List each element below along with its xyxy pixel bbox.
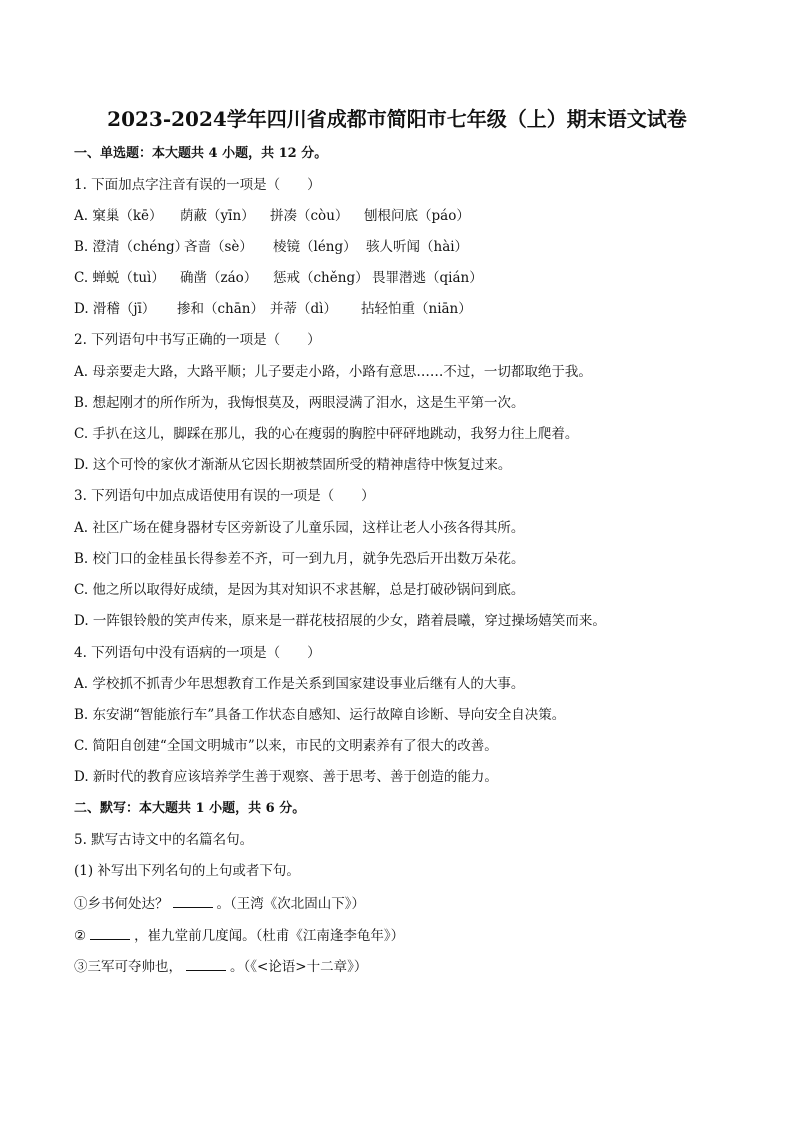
line-3-suffix: 。（《<论语>十二章》） [230, 959, 368, 975]
question-5-stem: 5. 默写古诗文中的名篇名句。 [74, 832, 254, 848]
question-4-option-c: C. 简阳自创建“全国文明城市”以来，市民的文明素养有了很大的改善。 [74, 738, 498, 754]
question-2-option-c: C. 手扒在这儿，脚踩在那儿，我的心在瘦弱的胸腔中砰砰地跳动，我努力往上爬着。 [74, 426, 579, 442]
question-5-subquestion-1: (1) 补写出下列名句的上句或者下句。 [74, 863, 300, 879]
answer-blank-1[interactable] [173, 893, 213, 908]
question-3-stem: 3. 下列语句中加点成语使用有误的一项是（ ） [74, 488, 375, 504]
line-2-prefix: ② [74, 928, 87, 944]
option-d-item-1: D. 滑稽（jī） [74, 301, 156, 317]
question-3-option-c: C. 他之所以取得好成绩，是因为其对知识不求甚解，总是打破砂锅问到底。 [74, 582, 525, 598]
option-d-item-3: 并蒂（dì） [270, 301, 337, 317]
question-2-stem: 2. 下列语句中书写正确的一项是（ ） [74, 332, 321, 348]
answer-blank-3[interactable] [186, 956, 226, 971]
question-5-line-2 [74, 925, 404, 945]
option-b-item-2: 吝啬（sè） [184, 239, 253, 255]
question-3-option-b: B. 校门口的金桂虽长得参差不齐，可一到九月，就争先恐后开出数万朵花。 [74, 551, 525, 567]
option-a-item-3: 拼凑（còu） [270, 208, 349, 224]
question-1-stem: 1. 下面加点字注音有误的一项是（ ） [74, 177, 321, 193]
option-b-item-3: 棱镜（léng） [273, 239, 357, 255]
option-c-item-4: 畏罪潜逃（qián） [372, 270, 483, 286]
option-a-item-2: 荫蔽（yīn） [180, 208, 255, 224]
option-b-item-1: B. 澄清（chéng） [74, 239, 189, 255]
question-3-option-d: D. 一阵银铃般的笑声传来，原来是一群花枝招展的少女，踏着晨曦，穿过操场嬉笑而来。 [74, 613, 606, 629]
line-2-suffix: ，崔九堂前几度闻。（杜甫《江南逢李龟年》） [134, 928, 405, 944]
section-heading-single-choice: 一、单选题：本大题共 4 小题，共 12 分。 [74, 146, 328, 161]
option-b-item-4: 骇人听闻（hài） [366, 239, 469, 255]
option-a-item-4: 刨根问底（páo） [364, 208, 470, 224]
question-4-option-a: A. 学校抓不抓青少年思想教育工作是关系到国家建设事业后继有人的大事。 [74, 676, 525, 692]
question-3-option-a: A. 社区广场在健身器材专区旁新设了儿童乐园，这样让老人小孩各得其所。 [74, 520, 525, 536]
option-c-item-1: C. 蝉蜕（tuì） [74, 270, 165, 286]
option-c-item-2: 确凿（záo） [180, 270, 258, 286]
line-1-suffix: 。（王湾《次北固山下》） [216, 896, 365, 912]
line-3-prefix: ③三军可夺帅也， [74, 959, 182, 975]
section-heading-dictation: 二、默写：本大题共 1 小题，共 6 分。 [74, 801, 306, 816]
option-d-item-4: 拈轻怕重（niān） [361, 301, 472, 317]
question-2-option-a: A. 母亲要走大路，大路平顺；儿子要走小路，小路有意思……不过，一切都取绝于我。 [74, 364, 592, 380]
question-4-stem: 4. 下列语句中没有语病的一项是（ ） [74, 645, 321, 661]
line-1-prefix: ①乡书何处达？ [74, 896, 169, 912]
question-5-line-3 [74, 956, 367, 976]
question-2-option-b: B. 想起刚才的所作所为，我悔恨莫及，两眼浸满了泪水，这是生平第一次。 [74, 395, 525, 411]
option-a-item-1: A. 窠巢（kē） [74, 208, 163, 224]
page-title: 2023-2024学年四川省成都市简阳市七年级（上）期末语文试卷 [107, 107, 687, 131]
question-4-option-d: D. 新时代的教育应该培养学生善于观察、善于思考、善于创造的能力。 [74, 769, 498, 785]
option-c-item-3: 惩戒（chěng） [273, 270, 369, 286]
option-d-item-2: 掺和（chān） [177, 301, 264, 317]
question-5-line-1 [74, 893, 365, 913]
question-4-option-b: B. 东安湖“智能旅行车”具备工作状态自感知、运行故障自诊断、导向安全自决策。 [74, 707, 566, 723]
answer-blank-2[interactable] [90, 925, 130, 940]
question-2-option-d: D. 这个可怜的家伙才渐渐从它因长期被禁固所受的精神虐待中恢复过来。 [74, 457, 512, 473]
